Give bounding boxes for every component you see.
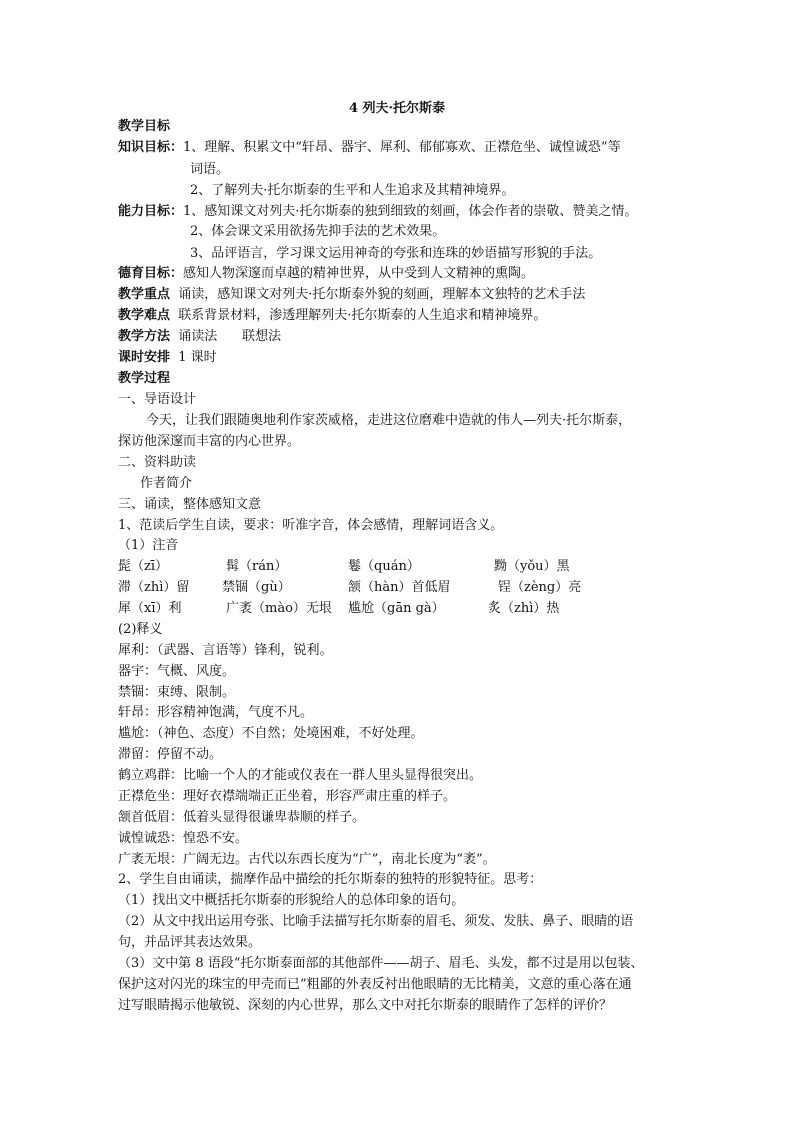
question-2-line-1: （2）从文中找出运用夸张、比喻手法描写托尔斯泰的眉毛、须发、发肤、鼻子、眼睛的语 <box>118 914 634 929</box>
gloss-item: 鹤立鸡群：比喻一个人的才能或仪表在一群人里头显得很突出。 <box>118 768 483 783</box>
phonetic-item: 犀（xī）利 <box>118 601 182 616</box>
section-3-step-1: 1、范读后学生自读，要求：听准字音，体会感情，理解词语含义。 <box>118 518 504 533</box>
schedule-line <box>118 348 688 368</box>
section-2-heading: 二、资料助读 <box>118 455 197 470</box>
gloss-item: 犀利：（武器、言语等）锋利，锐利。 <box>118 643 333 658</box>
gloss-item: 正襟危坐：理好衣襟端端正正坐着，形容严肃庄重的样子。 <box>118 789 457 804</box>
gloss-heading: (2)释义 <box>118 622 163 637</box>
gloss-item: 禁锢：束缚、限制。 <box>118 685 236 700</box>
phonetic-item: 颔（hàn）首低眉 <box>348 580 451 595</box>
section-2-item: 作者简介 <box>140 476 193 491</box>
question-2-line-2: 句，并品评其表达效果。 <box>118 935 262 950</box>
method-line <box>118 327 688 347</box>
phonetic-item: 滞（zhì）留 <box>118 580 190 595</box>
gloss-item: 尴尬：（神色、态度）不自然；处境困难，不好处理。 <box>118 726 424 741</box>
goals-heading: 教学目标 <box>118 119 171 134</box>
phonetic-item: 尴尬（gān gà） <box>348 601 445 616</box>
knowledge-goal-label: 知识目标： <box>118 140 184 155</box>
knowledge-goal-line-2: 词语。 <box>190 162 230 177</box>
ability-goal-text: 1、感知课文对列夫·托尔斯泰的独到细致的刻画，体会作者的崇敬、赞美之情。 <box>183 204 638 219</box>
question-1: （1）找出文中概括托尔斯泰的形貌给人的总体印象的语句。 <box>118 893 465 908</box>
phonetic-item: 髭（zī） <box>118 559 169 574</box>
ability-goal-2: 2、体会课文采用欲扬先抑手法的艺术效果。 <box>190 224 446 239</box>
question-3-line-2: 保护这对闪光的珠宝的甲壳而已”粗鄙的外表反衬出他眼睛的无比精美，文意的重心落在通 <box>118 977 632 992</box>
schedule-label: 课时安排 <box>118 350 171 365</box>
phonetic-item: 禁锢（gù） <box>222 580 291 595</box>
knowledge-goal-text: 1、理解、积累文中“轩昂、器宇、犀利、郁郁寡欢、正襟危坐、诚惶诚恐”等 <box>183 140 621 155</box>
gloss-item: 器宇：气概、风度。 <box>118 664 236 679</box>
phonetic-item: 黝（yǒu）黑 <box>494 559 570 574</box>
moral-goal-line <box>118 264 688 284</box>
method-text: 诵读法 联想法 <box>178 329 282 344</box>
gloss-item: 轩昂：形容精神饱满，气度不凡。 <box>118 705 314 720</box>
phonetic-item: 鬈（quán） <box>348 559 420 574</box>
phonetic-item: 广袤（mào）无垠 <box>226 601 332 616</box>
knowledge-goal-line-1 <box>118 138 688 158</box>
difficulty-text: 联系背景材料，渗透理解列夫·托尔斯泰的人生追求和精神境界。 <box>178 308 547 323</box>
method-label: 教学方法 <box>118 329 171 344</box>
section-1-heading: 一、导语设计 <box>118 392 197 407</box>
moral-goal-text: 感知人物深邃而卓越的精神世界，从中受到人文精神的熏陶。 <box>183 266 535 281</box>
phonetic-item: 炙（zhì）热 <box>488 601 560 616</box>
focus-text: 诵读，感知课文对列夫·托尔斯泰外貌的刻画，理解本文独特的艺术手法 <box>178 287 586 302</box>
schedule-text: 1 课时 <box>178 350 217 365</box>
gloss-item: 诚惶诚恐：惶恐不安。 <box>118 831 249 846</box>
ability-goal-line-1 <box>118 202 688 222</box>
focus-line <box>118 285 688 305</box>
focus-label: 教学重点 <box>118 287 171 302</box>
moral-goal-label: 德育目标： <box>118 266 184 281</box>
page-title: 4 列夫·托尔斯泰 <box>348 101 446 116</box>
phonetic-heading: （1）注音 <box>118 538 179 553</box>
difficulty-label: 教学难点 <box>118 308 171 323</box>
section-1-paragraph-line-1: 今天，让我们跟随奥地利作家茨威格，走进这位磨难中造就的伟人—列夫·托尔斯泰， <box>146 413 632 428</box>
question-3-line-3: 过写眼睛揭示他敏锐、深刻的内心世界，那么文中对托尔斯泰的眼睛作了怎样的评价？ <box>118 998 613 1013</box>
gloss-item: 滞留：停留不动。 <box>118 747 223 762</box>
ability-goal-3: 3、品评语言，学习课文运用神奇的夸张和连珠的妙语描写形貌的手法。 <box>190 246 602 261</box>
ability-goal-label: 能力目标： <box>118 204 184 219</box>
question-3-line-1: （3）文中第 8 语段“托尔斯泰面部的其他部件——胡子、眉毛、头发，都不过是用以包装、 <box>118 956 644 971</box>
gloss-item: 广袤无垠：广阔无边。古代以东西长度为“广”，南北长度为“袤”。 <box>118 852 496 867</box>
gloss-item: 颔首低眉：低着头显得很谦卑恭顺的样子。 <box>118 810 366 825</box>
difficulty-line <box>118 306 688 326</box>
knowledge-goal-2: 2、了解列夫·托尔斯泰的生平和人生追求及其精神境界。 <box>190 183 515 198</box>
section-1-paragraph-line-2: 探访他深邃而丰富的内心世界。 <box>118 434 301 449</box>
phonetic-item: 髯（rán） <box>226 559 288 574</box>
phonetic-item: 锃（zèng）亮 <box>498 580 582 595</box>
section-3-heading: 三、诵读，整体感知文意 <box>118 497 262 512</box>
process-heading: 教学过程 <box>118 371 171 386</box>
section-3-step-2: 2、学生自由诵读，揣摩作品中描绘的托尔斯泰的独特的形貌特征。思考： <box>118 872 543 887</box>
